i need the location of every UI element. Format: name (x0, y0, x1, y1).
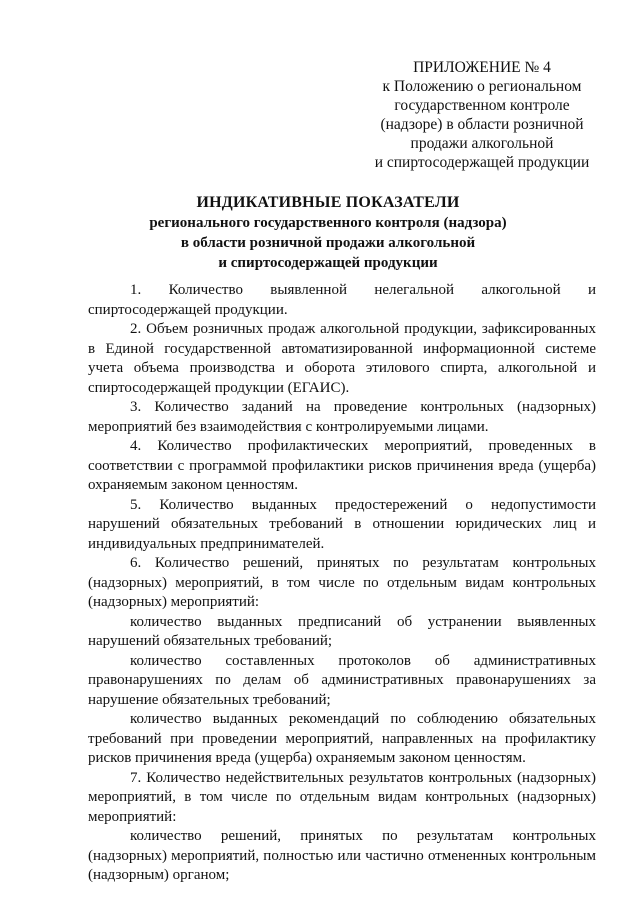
paragraph-item-3: 3. Количество заданий на проведение контрольных (надзорных) мероприятий без взаимодействия с контролируемыми лицами. (88, 399, 596, 435)
appendix-line: государственном контроле (394, 97, 570, 114)
title-main: ИНДИКАТИВНЫЕ ПОКАЗАТЕЛИ (196, 194, 460, 211)
appendix-header (360, 58, 604, 172)
appendix-line: (надзоре) в области розничной (380, 116, 584, 133)
paragraph-item-1: 1. Количество выявленной нелегальной алкогольной и спиртосодержащей продукции. (88, 282, 596, 318)
paragraph-item-6: 6. Количество решений, принятых по результатам контрольных (надзорных) мероприятий, в том числе по отдельным видам контрольных (надзорных) мероприятий: (88, 555, 596, 610)
paragraph-item-5: 5. Количество выданных предостережений о недопустимости нарушений обязательных требований в отношении юридических лиц и индивидуальных предпринимателей. (88, 496, 596, 552)
paragraph-item-2: 2. Объем розничных продаж алкогольной продукции, зафиксированных в Единой государственной автоматизированной информационной системе учета объема производства и оборота этилового спирта, алкогольной и спиртосодержащей продукции (ЕГАИС). (88, 321, 596, 396)
paragraph-subitem: количество решений, принятых по результатам контрольных (надзорных) мероприятий, полностью или частично отмененных контрольным (надзорным) органом; (88, 828, 596, 883)
paragraph-item-4: 4. Количество профилактических мероприятий, проведенных в соответствии с программой профилактики рисков причинения вреда (ущерба) охраняемым законом ценностям. (88, 438, 596, 493)
appendix-line: к Положению о региональном (382, 78, 582, 95)
appendix-line: продажи алкогольной (410, 135, 554, 152)
appendix-number: ПРИЛОЖЕНИЕ № 4 (413, 59, 551, 76)
title-line: в области розничной продажи алкогольной (180, 235, 476, 251)
paragraph-subitem: количество выданных предписаний об устранении выявленных нарушений обязательных требований; (88, 613, 596, 649)
appendix-line: и спиртосодержащей продукции (374, 154, 590, 171)
document-body (88, 281, 596, 886)
document-title (60, 193, 596, 273)
paragraph-item-7: 7. Количество недействительных результатов контрольных (надзорных) мероприятий, в том числе по отдельным видам контрольных (надзорных) мероприятий: (88, 769, 596, 825)
paragraph-subitem: количество составленных протоколов об административных правонарушениях по делам об административных правонарушениях за нарушение обязательных требований; (88, 652, 596, 708)
paragraph-subitem: количество выданных рекомендаций по соблюдению обязательных требований при проведении мероприятий, направленных на профилактику рисков причинения вреда (ущерба) охраняемым законом ценностям. (88, 711, 596, 766)
title-line: регионального государственного контроля (надзора) (149, 215, 507, 231)
title-line: и спиртосодержащей продукции (218, 255, 438, 271)
